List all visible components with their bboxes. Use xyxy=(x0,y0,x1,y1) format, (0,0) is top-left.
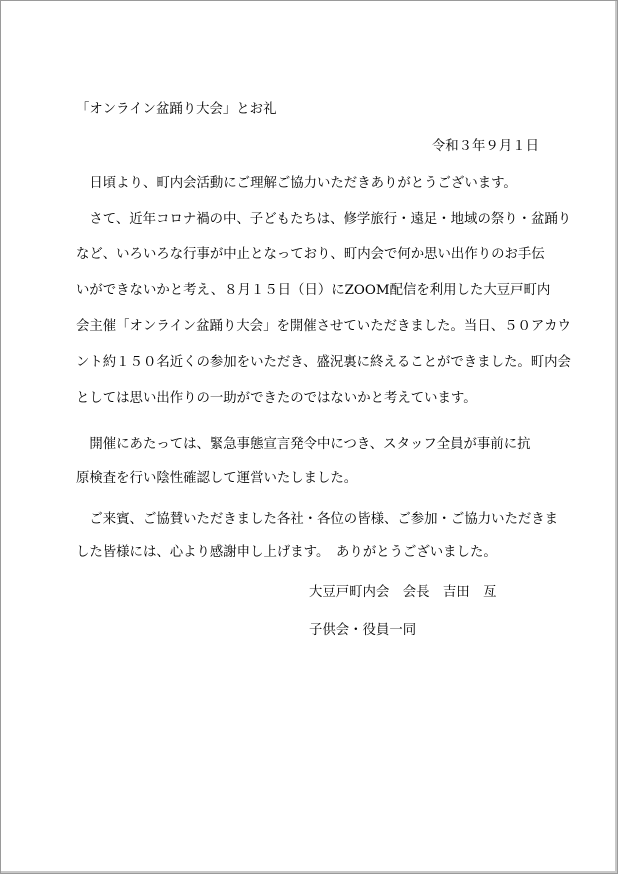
paragraph-line: など、いろいろな行事が中止となっており、町内会で何か思い出作りのお手伝 xyxy=(76,247,545,262)
paragraph-line: した皆様には、心より感謝申し上げます。 ありがとうございました。 xyxy=(76,545,497,560)
signature-association: 大豆戸町内会 会長 吉田 亙 xyxy=(309,585,497,600)
paragraph-line: ご来賓、ご協賛いただきました各社・各位の皆様、ご参加・ご協力いただきま xyxy=(76,512,559,527)
paragraph-line: さて、近年コロナ禍の中、子どもたちは、修学旅行・遠足・地域の祭り・盆踊り xyxy=(76,212,572,227)
document-title: 「オンライン盆踊り大会」とお礼 xyxy=(76,102,277,117)
paragraph-line: としては思い出作りの一助ができたのではないかと考えています。 xyxy=(76,391,477,406)
paragraph-line: 原検査を行い陰性確認して運営いたしました。 xyxy=(76,471,358,486)
paragraph-line: 会主催「オンライン盆踊り大会」を開催させていただきました。当日、５０アカウ xyxy=(76,319,571,334)
document-date: 令和３年９月１日 xyxy=(431,139,539,154)
paragraph-line: ント約１５０名近くの参加をいただき、盛況裏に終えることができました。町内会 xyxy=(76,355,571,370)
paragraph-line: いができないかと考え、８月１５日（日）にZOOM配信を利用した大豆戸町内 xyxy=(76,283,551,298)
signature-group: 子供会・役員一同 xyxy=(309,623,417,638)
paragraph-line: 開催にあたっては、緊急事態宣言発令中につき、スタッフ全員が事前に抗 xyxy=(76,437,531,452)
paragraph-line: 日頃より、町内会活動にご理解ご協力いただきありがとうございます。 xyxy=(76,176,517,191)
